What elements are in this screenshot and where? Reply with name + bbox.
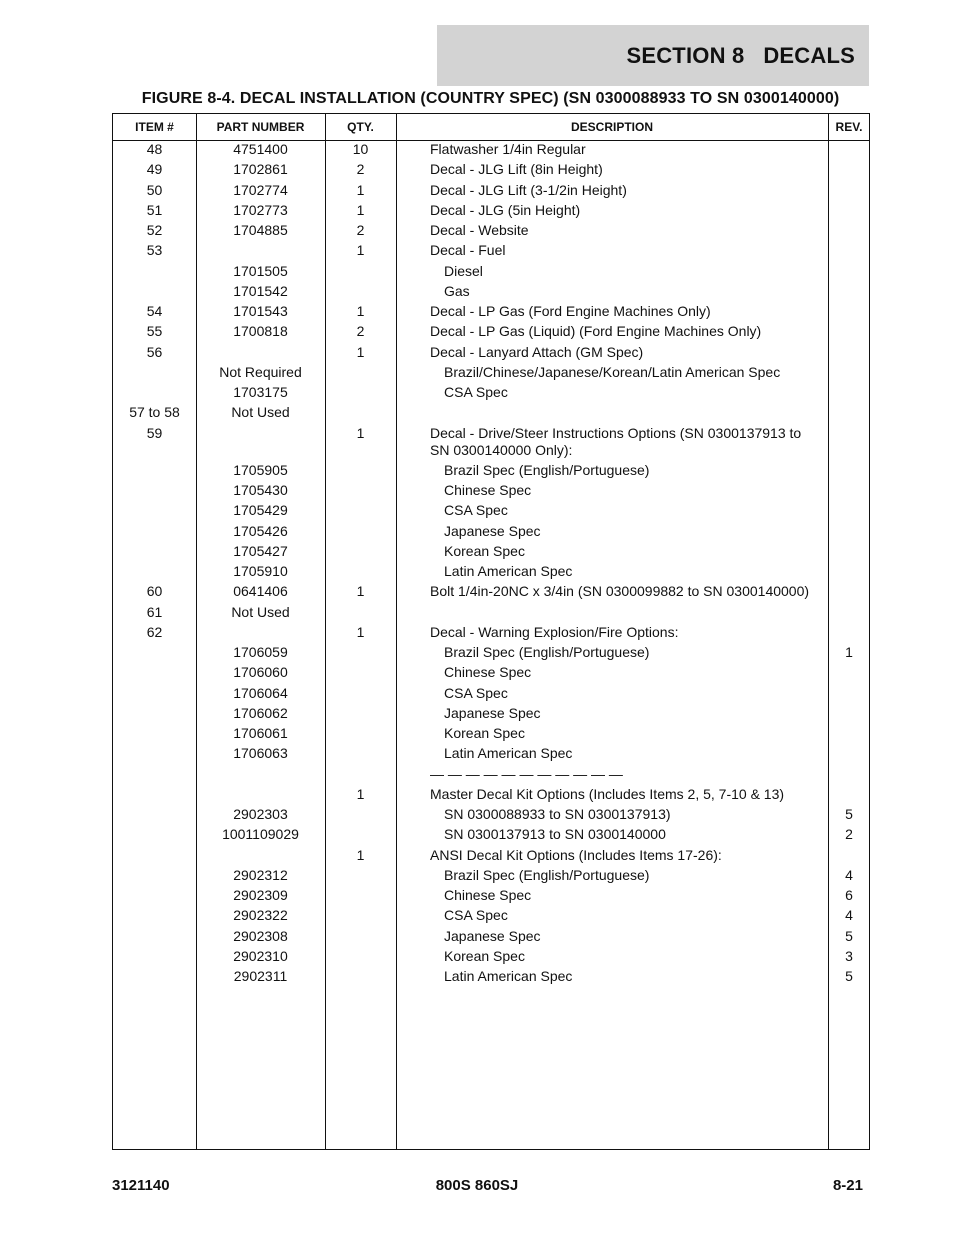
description: Master Decal Kit Options (Includes Items 2, 5, 7-10 & 13): [430, 785, 785, 802]
part-number: 1706060: [233, 664, 288, 681]
description: CSA Spec: [444, 907, 508, 924]
description: Decal - Drive/Steer Instructions Options (SN 0300137913 to SN 0300140000 Only):: [430, 424, 802, 458]
description: Latin American Spec: [444, 968, 573, 984]
part-number: 1706064: [233, 684, 288, 701]
part-number: 1702861: [233, 161, 288, 178]
description: SN 0300088933 to SN 0300137913): [444, 806, 671, 822]
description: Decal - JLG (5in Height): [430, 201, 581, 218]
column-divider: [828, 114, 829, 1149]
description: Decal - LP Gas (Ford Engine Machines Only): [430, 303, 711, 319]
description: SN 0300137913 to SN 0300140000: [444, 826, 666, 843]
description: Latin American Spec: [444, 563, 573, 579]
part-number: 1705430: [233, 482, 288, 498]
part-number: 2902312: [233, 866, 288, 883]
part-number: 1703175: [233, 384, 288, 400]
part-number: 1001109029: [222, 826, 299, 843]
description: Brazil Spec (English/Portuguese): [444, 644, 650, 660]
quantity: 1: [356, 242, 365, 259]
quantity: 1: [356, 785, 365, 802]
item-number: 53: [146, 242, 163, 259]
header-description: DESCRIPTION: [570, 120, 653, 134]
description: Brazil Spec (English/Portuguese): [444, 461, 650, 478]
part-number: 2902309: [233, 887, 288, 903]
part-number: 1706062: [233, 704, 288, 721]
description: Decal - LP Gas (Liquid) (Ford Engine Machines Only): [430, 323, 762, 340]
quantity: 2: [356, 161, 365, 178]
parts-table: [112, 113, 870, 1150]
item-number: 59: [146, 424, 163, 441]
description: Japanese Spec: [444, 522, 541, 539]
item-number: 60: [146, 583, 163, 600]
description: — — — — — — — — — — —: [430, 765, 623, 782]
description: Japanese Spec: [444, 704, 541, 721]
description: CSA Spec: [444, 502, 508, 519]
revision: 6: [845, 887, 853, 903]
revision: 5: [845, 968, 853, 984]
description: Brazil Spec (English/Portuguese): [444, 866, 650, 883]
description: Latin American Spec: [444, 745, 573, 762]
quantity: 1: [356, 846, 365, 863]
part-number: Not Used: [231, 603, 290, 620]
description: Decal - JLG Lift (8in Height): [430, 161, 603, 178]
description: CSA Spec: [444, 384, 508, 400]
part-number: 2902322: [233, 907, 288, 924]
description: Decal - Warning Explosion/Fire Options:: [430, 623, 679, 640]
quantity: 1: [356, 303, 365, 319]
quantity: 1: [356, 623, 365, 640]
header-item: ITEM #: [135, 120, 174, 134]
part-number: 1704885: [233, 222, 288, 238]
item-number: 57 to 58: [129, 404, 180, 421]
quantity: 1: [356, 583, 365, 600]
part-number: 1700818: [233, 323, 288, 340]
description: Decal - Lanyard Attach (GM Spec): [430, 343, 644, 360]
item-number: 62: [146, 623, 163, 640]
description: Korean Spec: [444, 725, 525, 741]
revision: 5: [845, 927, 853, 944]
description: Gas: [444, 282, 470, 299]
item-number: 50: [146, 181, 163, 198]
header-qty: QTY.: [347, 120, 374, 134]
description: Korean Spec: [444, 542, 525, 559]
description: Decal - Fuel: [430, 242, 506, 259]
part-number: 2902311: [233, 968, 288, 984]
part-number: 1702773: [233, 201, 288, 218]
column-divider: [396, 114, 397, 1149]
section-title: SECTION 8 DECALS: [626, 42, 855, 68]
part-number: 1706063: [233, 745, 288, 762]
figure-title: FIGURE 8-4. DECAL INSTALLATION (COUNTRY SPEC) (SN 0300088933 TO SN 0300140000): [141, 90, 840, 107]
description: Decal - JLG Lift (3-1/2in Height): [430, 181, 627, 198]
footer-model: 800S 860SJ: [435, 1177, 519, 1194]
description: Bolt 1/4in-20NC x 3/4in (SN 0300099882 to SN 0300140000): [430, 583, 810, 600]
item-number: 52: [146, 222, 163, 238]
description: CSA Spec: [444, 684, 508, 701]
quantity: 2: [356, 222, 365, 238]
part-number: 1705910: [233, 563, 288, 579]
part-number: 0641406: [233, 583, 288, 600]
part-number: 1705427: [233, 542, 288, 559]
part-number: 1701542: [233, 282, 288, 299]
item-number: 56: [146, 343, 163, 360]
quantity: 1: [356, 424, 365, 441]
part-number: 2902303: [233, 806, 288, 822]
description: Japanese Spec: [444, 927, 541, 944]
item-number: 54: [146, 303, 163, 319]
quantity: 1: [356, 201, 365, 218]
description: Chinese Spec: [444, 887, 532, 903]
description: Chinese Spec: [444, 482, 532, 498]
quantity: 1: [356, 181, 365, 198]
table-header: [113, 114, 869, 141]
part-number: 4751400: [233, 141, 288, 157]
footer-page-number: 8-21: [832, 1177, 863, 1194]
part-number: 1701543: [233, 303, 288, 319]
quantity: 1: [356, 343, 365, 360]
part-number: 2902310: [233, 947, 288, 964]
part-number: 1705426: [233, 522, 288, 539]
header-rev: REV.: [835, 120, 863, 134]
item-number: 48: [146, 141, 163, 157]
revision: 2: [845, 826, 853, 843]
description: ANSI Decal Kit Options (Includes Items 17-26):: [430, 846, 722, 863]
item-number: 51: [146, 201, 163, 218]
header-part-number: PART NUMBER: [216, 120, 305, 134]
part-number: 1706061: [233, 725, 288, 741]
quantity: 10: [352, 141, 369, 157]
part-number: 1705905: [233, 461, 288, 478]
revision: 3: [845, 947, 853, 964]
section-header: [437, 25, 869, 86]
part-number: Not Required: [219, 363, 302, 380]
item-number: 49: [146, 161, 163, 178]
part-number: 2902308: [233, 927, 288, 944]
description: Decal - Website: [430, 222, 529, 238]
revision: 4: [845, 866, 853, 883]
description: Flatwasher 1/4in Regular: [430, 141, 586, 157]
quantity: 2: [356, 323, 365, 340]
part-number: 1706059: [233, 644, 288, 660]
item-number: 55: [146, 323, 163, 340]
description: Diesel: [444, 262, 483, 279]
part-number: 1705429: [233, 502, 288, 519]
revision: 5: [845, 806, 853, 822]
part-number: 1701505: [233, 262, 288, 279]
description: Chinese Spec: [444, 664, 532, 681]
revision: 4: [845, 907, 853, 924]
revision: 1: [845, 644, 853, 660]
description: Korean Spec: [444, 947, 525, 964]
footer-doc-number: 3121140: [112, 1177, 170, 1194]
part-number: Not Used: [231, 404, 290, 421]
item-number: 61: [146, 603, 163, 620]
part-number: 1702774: [233, 181, 288, 198]
description: Brazil/Chinese/Japanese/Korean/Latin American Spec: [444, 363, 781, 380]
